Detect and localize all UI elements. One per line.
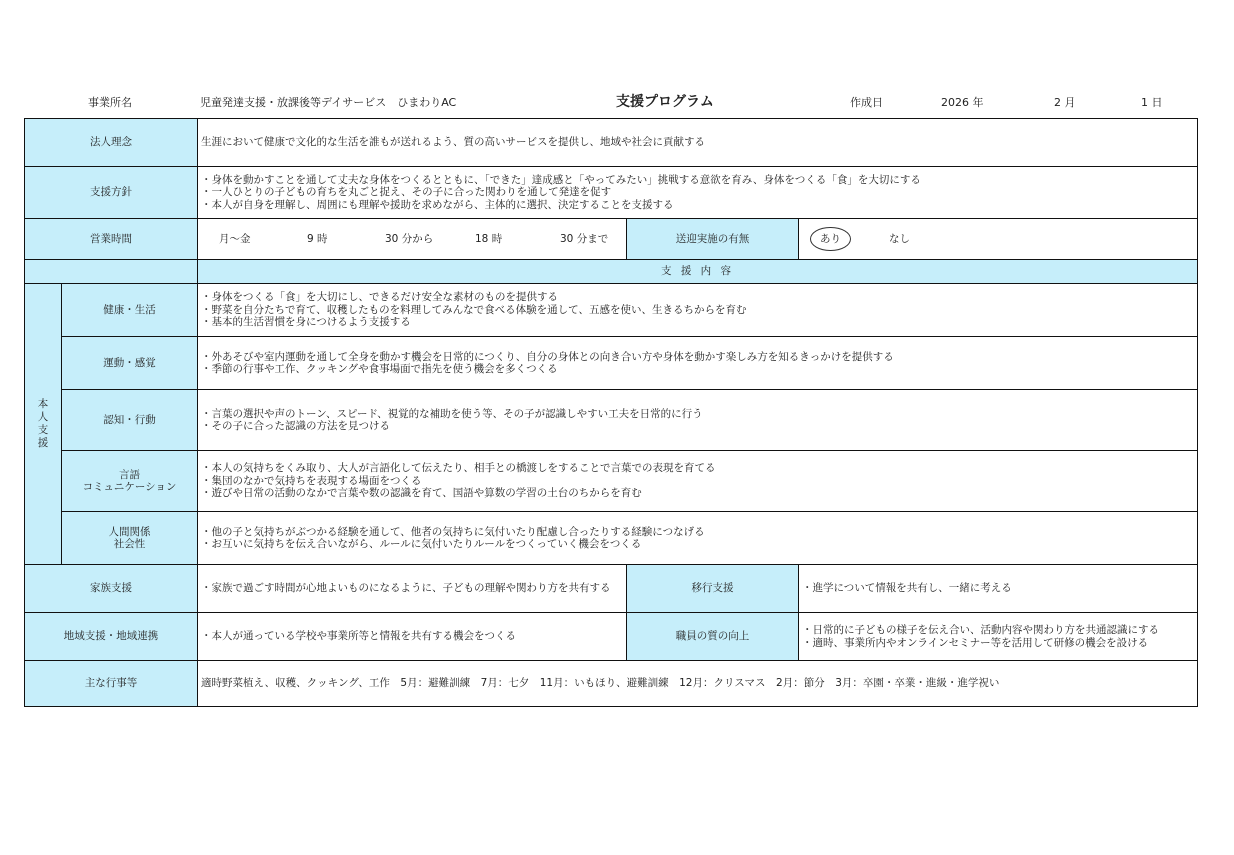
category-text <box>198 390 1198 451</box>
office-name-label: 事業所名 <box>88 96 132 109</box>
hours-label: 営業時間 <box>25 219 198 260</box>
content-line: ・言葉の選択や声のトーン、スピード、視覚的な補助を使う等、その子が認識しやすい工夫を日常的に行う <box>201 407 703 420</box>
band-blank-cell <box>25 260 198 284</box>
policy-line: ・身体を動かすことを通して丈夫な身体をつくるとともに、「できた」達成感と「やってみたい」挑戦する意欲を育み、身体をつくる「食」を大切にする <box>201 173 921 186</box>
hours-row <box>25 219 1198 260</box>
support-content-heading: 支 援 内 容 <box>198 260 1198 284</box>
transport-option-no: なし <box>889 232 910 245</box>
transport-label: 送迎実施の有無 <box>627 219 799 260</box>
hours-end-hour: 18 時 <box>475 232 503 245</box>
created-month: 2 月 <box>1054 96 1076 109</box>
page-title: 支援プログラム <box>616 94 714 110</box>
category-text <box>198 337 1198 390</box>
category-label-line: コミュニケーション <box>82 481 177 493</box>
hours-start-minute: 30 分から <box>385 232 434 245</box>
hours-value <box>198 219 627 260</box>
created-date-label: 作成日 <box>850 96 883 109</box>
family-support-label: 家族支援 <box>25 565 198 613</box>
community-support-text: ・本人が通っている学校や事業所等と情報を共有する機会をつくる <box>198 613 627 661</box>
individual-row-motor <box>25 337 1198 390</box>
staff-quality-line: ・適時、事業所内やオンラインセミナー等を活用して研修の機会を設ける <box>802 636 1149 649</box>
hours-start-hour: 9 時 <box>307 232 328 245</box>
content-line: ・その子に合った認識の方法を見つける <box>201 420 390 432</box>
individual-support-label <box>25 284 62 565</box>
category-label: 運動・感覚 <box>62 337 198 390</box>
content-line: ・身体をつくる「食」を大切にし、できるだけ安全な素材のものを提供する <box>201 291 558 304</box>
category-label-line: 社会性 <box>113 538 146 550</box>
individual-row-social <box>25 512 1198 565</box>
category-label <box>62 451 198 512</box>
transition-support-label: 移行支援 <box>627 565 799 613</box>
community-staff-row <box>25 613 1198 661</box>
category-label-line: 言語 <box>119 468 140 481</box>
transport-value <box>799 219 1198 260</box>
family-support-text: ・家族で過ごす時間が心地よいものになるように、子どもの理解や関わり方を共有する <box>198 565 627 613</box>
transition-support-text: ・進学について情報を共有し、一緒に考える <box>799 565 1198 613</box>
staff-quality-text <box>799 613 1198 661</box>
support-content-band <box>25 260 1198 284</box>
individual-support-label-text: 本人支援 <box>37 398 49 449</box>
content-line: ・野菜を自分たちで育て、収穫したものを料理してみんなで食べる体験を通して、五感を使い、生きるちからを育む <box>201 303 747 316</box>
category-text <box>198 284 1198 337</box>
content-line: ・遊びや日常の活動のなかで言葉や数の認識を育て、国語や算数の学習の土台のちからを育む <box>201 487 642 500</box>
philosophy-text: 生涯において健康で文化的な生活を誰もが送れるよう、質の高いサービスを提供し、地域や社会に貢献する <box>198 119 1198 167</box>
category-text <box>198 451 1198 512</box>
staff-quality-line: ・日常的に子どもの様子を伝え合い、活動内容や関わり方を共通認識にする <box>802 624 1159 636</box>
policy-row <box>25 167 1198 219</box>
individual-row-health <box>25 284 1198 337</box>
events-text: 適時野菜植え、収穫、クッキング、工作 5月：避難訓練 7月：七夕 11月：いもほり、避難訓練 12月：クリスマス 2月：節分 3月：卒園・卒業・進級・進学祝い <box>198 661 1198 707</box>
created-year: 2026 年 <box>941 96 984 109</box>
content-line: ・他の子と気持ちがぶつかる経験を通して、他者の気持ちに気付いたり配慮し合ったりする経験につなげる <box>201 525 705 538</box>
hours-days: 月〜金 <box>219 232 251 245</box>
category-text <box>198 512 1198 565</box>
hours-end-minute: 30 分まで <box>560 232 609 245</box>
community-support-label: 地域支援・地域連携 <box>25 613 198 661</box>
staff-quality-label: 職員の質の向上 <box>627 613 799 661</box>
category-label-line: 人間関係 <box>108 525 151 538</box>
events-label: 主な行事等 <box>25 661 198 707</box>
policy-text <box>198 167 1198 219</box>
transport-option-yes-circled: あり <box>810 227 851 252</box>
policy-line: ・一人ひとりの子どもの育ちを丸ごと捉え、その子に合った関わりを通して発達を促す <box>201 186 612 199</box>
policy-line: ・本人が自身を理解し、周囲にも理解や援助を求めながら、主体的に選択、決定することを支援する <box>201 198 674 211</box>
individual-row-language <box>25 451 1198 512</box>
content-line: ・基本的生活習慣を身につけるよう支援する <box>201 316 411 329</box>
support-program-table <box>24 118 1198 707</box>
individual-row-cognition <box>25 390 1198 451</box>
category-label: 健康・生活 <box>62 284 198 337</box>
category-label: 認知・行動 <box>62 390 198 451</box>
created-day: 1 日 <box>1141 96 1163 109</box>
policy-label: 支援方針 <box>25 167 198 219</box>
category-label <box>62 512 198 565</box>
content-line: ・お互いに気持ちを伝え合いながら、ルールに気付いたりルールをつくっていく機会をつくる <box>201 538 642 550</box>
content-line: ・外あそびや室内運動を通して全身を動かす機会を日常的につくり、自分の身体との向き合い方や身体を動かす楽しみ方を知るきっかけを提供する <box>201 350 894 363</box>
office-name: 児童発達支援・放課後等デイサービス ひまわりAC <box>200 96 457 109</box>
content-line: ・本人の気持ちをくみ取り、大人が言語化して伝えたり、相手との橋渡しをすることで言葉での表現を育てる <box>201 462 716 475</box>
content-line: ・集団のなかで気持ちを表現する場面をつくる <box>201 474 422 487</box>
philosophy-row <box>25 119 1198 167</box>
content-line: ・季節の行事や工作、クッキングや食事場面で指先を使う機会を多くつくる <box>201 363 558 375</box>
events-row <box>25 661 1198 707</box>
family-transition-row <box>25 565 1198 613</box>
philosophy-label: 法人理念 <box>25 119 198 167</box>
